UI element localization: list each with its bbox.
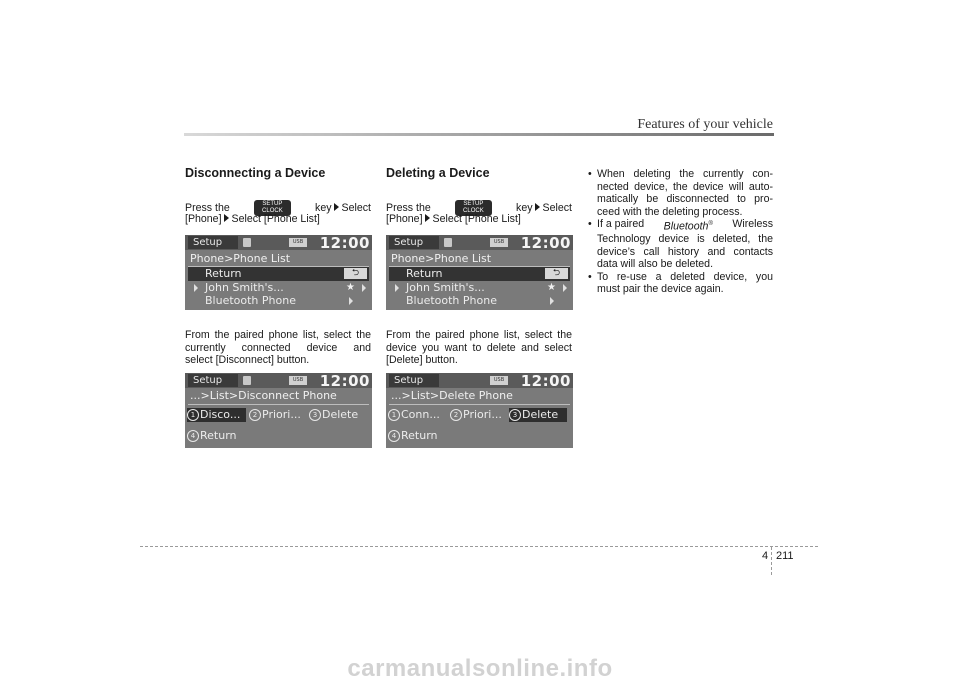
instruction-key-word: key xyxy=(315,201,332,214)
screen-divider xyxy=(389,404,570,405)
bullet-icon: • xyxy=(588,168,592,180)
arrow-right-icon xyxy=(535,203,540,211)
bluetooth-icon xyxy=(444,238,452,247)
list-item: • If a paired Bluetooth® Wireless Technology device is deleted, the device’s call history and contacts data will also be deleted. xyxy=(588,218,773,271)
description-disconnect xyxy=(185,329,371,367)
row-label: Return xyxy=(406,267,443,280)
list-item: • To re-use a deleted device, you must pair the device again. xyxy=(588,270,773,296)
option-delete[interactable]: 3 Delete xyxy=(309,408,358,422)
screen-row-device[interactable] xyxy=(389,281,570,295)
page-header-title: Features of your vehicle xyxy=(637,117,773,132)
usb-icon: USB xyxy=(490,376,508,385)
screen-row-device[interactable] xyxy=(188,281,369,295)
screen-divider xyxy=(188,404,369,405)
option-return[interactable]: 4 Return xyxy=(187,429,237,443)
number-badge-icon: 4 xyxy=(187,430,199,442)
disconnect-phone-screen xyxy=(185,373,372,448)
number-badge-icon: 1 xyxy=(187,409,199,421)
usb-icon: USB xyxy=(289,238,307,247)
number-badge-icon: 4 xyxy=(388,430,400,442)
instruction-phone: [Phone] xyxy=(185,213,222,225)
screen-row-bluetooth-phone[interactable] xyxy=(389,294,570,308)
option-connect[interactable]: 1 Conn... xyxy=(388,408,440,422)
usb-icon: USB xyxy=(289,376,307,385)
arrow-right-icon xyxy=(224,214,229,222)
section-heading-delete: Deleting a Device xyxy=(386,166,490,180)
description-line: select [Disconnect] button. xyxy=(185,354,310,366)
footer-separator xyxy=(771,547,772,575)
instruction-select: Select xyxy=(542,201,572,214)
arrow-right-icon xyxy=(362,284,366,292)
description-line: currently connected device and xyxy=(185,341,371,354)
option-disconnect[interactable]: 1 Disco... xyxy=(187,408,246,422)
screen-clock: 12:00 xyxy=(520,373,571,390)
description-line: [Delete] button. xyxy=(386,354,458,366)
screen-setup-tab: Setup xyxy=(389,374,439,387)
row-label: John Smith's... xyxy=(205,281,284,294)
arrow-right-icon xyxy=(194,284,198,292)
header-rule xyxy=(184,133,774,136)
number-badge-icon: 2 xyxy=(450,409,462,421)
delete-phone-screen xyxy=(386,373,573,448)
arrow-right-icon xyxy=(550,297,554,305)
star-icon: ★ xyxy=(346,282,355,293)
phone-list-screen xyxy=(386,235,573,310)
star-icon: ★ xyxy=(547,282,556,293)
phone-list-screen xyxy=(185,235,372,310)
bluetooth-icon xyxy=(243,238,251,247)
option-priority[interactable]: 2 Priori... xyxy=(450,408,502,422)
screen-path: Phone>Phone List xyxy=(190,252,291,265)
screen-setup-tab: Setup xyxy=(188,236,238,249)
screen-setup-tab: Setup xyxy=(188,374,238,387)
bullet-icon: • xyxy=(588,218,592,230)
row-label: Return xyxy=(205,267,242,280)
instruction-phone-list: Select [Phone List] xyxy=(432,213,521,225)
row-label: Bluetooth Phone xyxy=(205,294,296,307)
instruction-key-word: key xyxy=(516,201,533,214)
list-item: • When deleting the currently con- nected device, the device will auto- matically be disconnected to pro- ceed with the deleting process. xyxy=(588,168,773,218)
screen-row-return[interactable] xyxy=(188,267,369,281)
footer-divider xyxy=(140,546,818,547)
option-delete[interactable]: 3 Delete xyxy=(509,408,567,422)
arrow-right-icon xyxy=(334,203,339,211)
instruction-press: Press the xyxy=(185,201,230,214)
option-return[interactable]: 4 Return xyxy=(388,429,438,443)
screen-setup-tab: Setup xyxy=(389,236,439,249)
number-badge-icon: 3 xyxy=(509,409,521,421)
instruction-phone-list: Select [Phone List] xyxy=(231,213,320,225)
screen-clock: 12:00 xyxy=(520,235,571,252)
screen-row-bluetooth-phone[interactable] xyxy=(188,294,369,308)
screen-path: ...>List>Disconnect Phone xyxy=(190,389,337,402)
description-line: device you want to delete and select xyxy=(386,341,572,354)
instruction-delete xyxy=(386,200,572,226)
screen-path: ...>List>Delete Phone xyxy=(391,389,513,402)
row-label: John Smith's... xyxy=(406,281,485,294)
screen-clock: 12:00 xyxy=(319,235,370,252)
bluetooth-icon xyxy=(243,376,251,385)
screen-row-return[interactable] xyxy=(389,267,570,281)
instruction-phone: [Phone] xyxy=(386,213,423,225)
chapter-number: 4 xyxy=(762,550,769,562)
setup-clock-key-icon: SETUP CLOCK xyxy=(254,200,291,216)
number-badge-icon: 2 xyxy=(249,409,261,421)
description-delete xyxy=(386,329,572,367)
watermark: carmanualsonline.info xyxy=(347,655,613,682)
arrow-right-icon xyxy=(425,214,430,222)
screen-path: Phone>Phone List xyxy=(391,252,492,265)
arrow-right-icon xyxy=(563,284,567,292)
description-line: From the paired phone list, select the xyxy=(185,329,371,341)
return-icon: ⮌ xyxy=(545,268,568,279)
arrow-right-icon xyxy=(395,284,399,292)
row-label: Bluetooth Phone xyxy=(406,294,497,307)
page-number: 211 xyxy=(776,550,794,562)
arrow-right-icon xyxy=(349,297,353,305)
option-priority[interactable]: 2 Priori... xyxy=(249,408,301,422)
instruction-select: Select xyxy=(341,201,371,214)
return-icon: ⮌ xyxy=(344,268,367,279)
number-badge-icon: 1 xyxy=(388,409,400,421)
number-badge-icon: 3 xyxy=(309,409,321,421)
notes-list xyxy=(587,168,773,296)
setup-clock-key-icon: SETUP CLOCK xyxy=(455,200,492,216)
usb-icon: USB xyxy=(490,238,508,247)
screen-clock: 12:00 xyxy=(319,373,370,390)
description-line: From the paired phone list, select the xyxy=(386,329,572,341)
section-heading-disconnect: Disconnecting a Device xyxy=(185,166,326,180)
instruction-press: Press the xyxy=(386,201,431,214)
bullet-icon: • xyxy=(588,270,592,283)
instruction-disconnect xyxy=(185,200,371,226)
